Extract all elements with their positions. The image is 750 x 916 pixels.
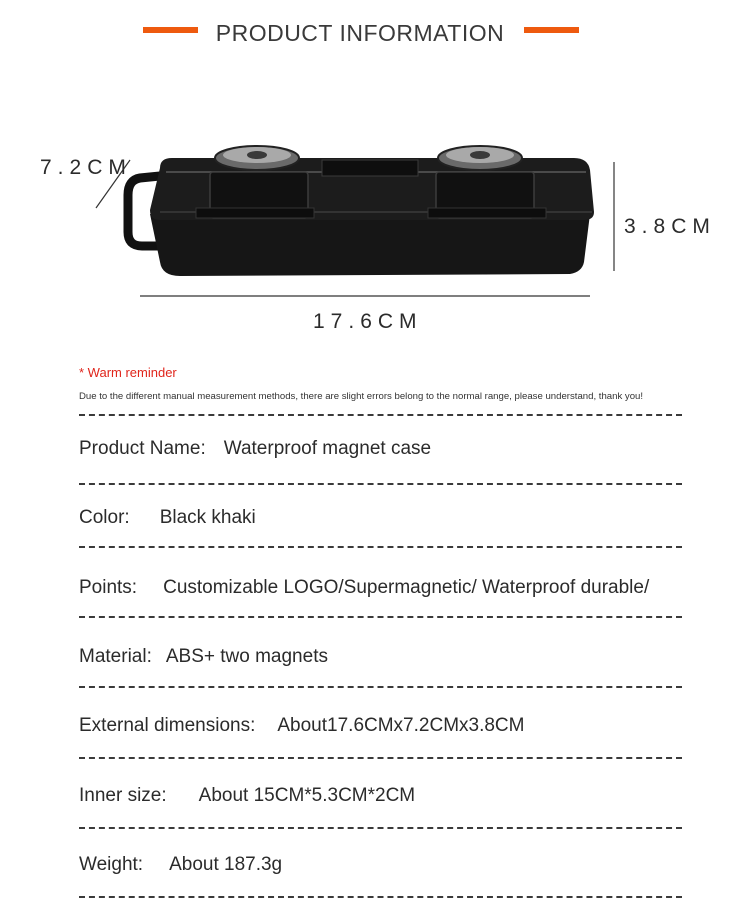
dashed-divider	[79, 896, 682, 898]
height-dimension-label: 3.8CM	[624, 215, 716, 238]
spec-value: Black khaki	[159, 507, 256, 528]
width-dimension-label: 7.2CM	[40, 156, 132, 179]
spec-label: Inner size:	[79, 785, 167, 806]
spec-label: Color:	[79, 507, 130, 528]
page-title: PRODUCT INFORMATION	[215, 20, 505, 46]
warm-reminder-text: Due to the different manual measurement methods, there are slight errors belong to the normal range, please understand, thank you!	[79, 391, 644, 402]
spec-label: Points:	[79, 577, 138, 598]
spec-value: About 15CM*5.3CM*2CM	[198, 785, 416, 806]
dashed-divider	[79, 616, 682, 618]
spec-row-inner-size	[79, 785, 415, 807]
magnet-case-illustration	[128, 146, 594, 276]
spec-label: External dimensions:	[79, 715, 256, 736]
spec-value: About17.6CMx7.2CMx3.8CM	[277, 715, 525, 736]
spec-value: Customizable LOGO/Supermagnetic/ Waterproof durable/	[163, 577, 650, 598]
dashed-divider	[79, 483, 682, 485]
spec-value: Waterproof magnet case	[223, 438, 432, 459]
spec-value: About 187.3g	[169, 854, 283, 875]
dashed-divider	[79, 546, 682, 548]
spec-row-weight	[79, 854, 282, 876]
dashed-divider	[79, 414, 682, 416]
spec-row-color	[79, 507, 256, 529]
length-dimension-label: 17.6CM	[313, 310, 423, 333]
spec-value: ABS+ two magnets	[165, 646, 328, 667]
spec-row-product-name	[79, 438, 431, 460]
spec-row-points	[79, 577, 649, 599]
spec-label: Product Name:	[79, 438, 206, 459]
dashed-divider	[79, 827, 682, 829]
warm-reminder-title: * Warm reminder	[79, 365, 177, 380]
dashed-divider	[79, 686, 682, 688]
spec-label: Weight:	[79, 854, 144, 875]
spec-row-external-dimensions	[79, 715, 524, 737]
spec-row-material	[79, 646, 328, 668]
spec-label: Material:	[79, 646, 152, 667]
dashed-divider	[79, 757, 682, 759]
